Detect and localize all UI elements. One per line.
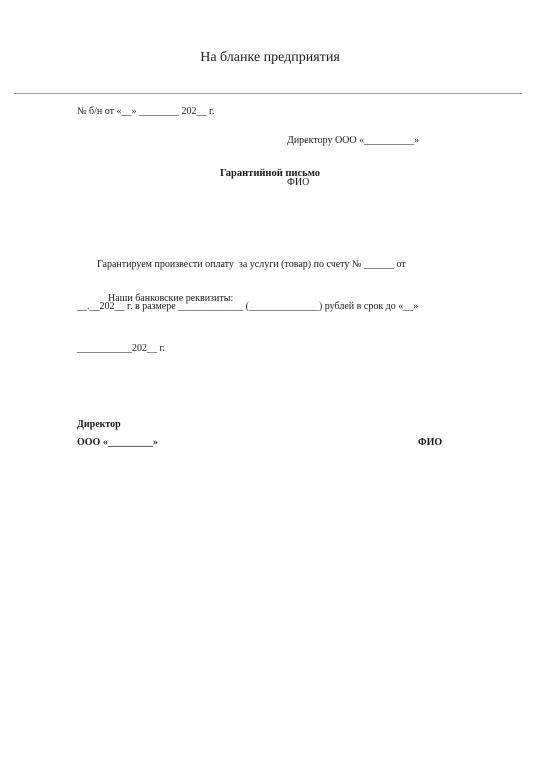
- signature-company: ООО «_________»: [77, 437, 158, 448]
- signature-name: ФИО: [418, 437, 443, 448]
- letterhead-note: На бланке предприятия: [200, 50, 340, 65]
- body-line-1: Гарантируем произвести оплату за услуги (товар) по счету № ______ от: [77, 259, 406, 270]
- body-line-3: ___________202__ г.: [77, 343, 165, 354]
- guarantee-body: [77, 230, 467, 384]
- addressee-block: [287, 106, 419, 218]
- reference-number-line: № б/н от «__» ________ 202__ г.: [77, 106, 215, 117]
- document-title: Гарантийной письмо: [220, 168, 320, 179]
- letterhead-divider: [14, 93, 522, 94]
- addressee-line-2: ФИО: [287, 177, 310, 188]
- signature-title: Директор: [77, 419, 121, 430]
- addressee-line-1: Директору ООО «__________»: [287, 135, 420, 146]
- body-line-2: __.__202__ г. в размере _____________ (______________) рублей в срок до «__»: [77, 301, 419, 312]
- bank-details-label: Наши банковские реквизиты:: [108, 293, 234, 304]
